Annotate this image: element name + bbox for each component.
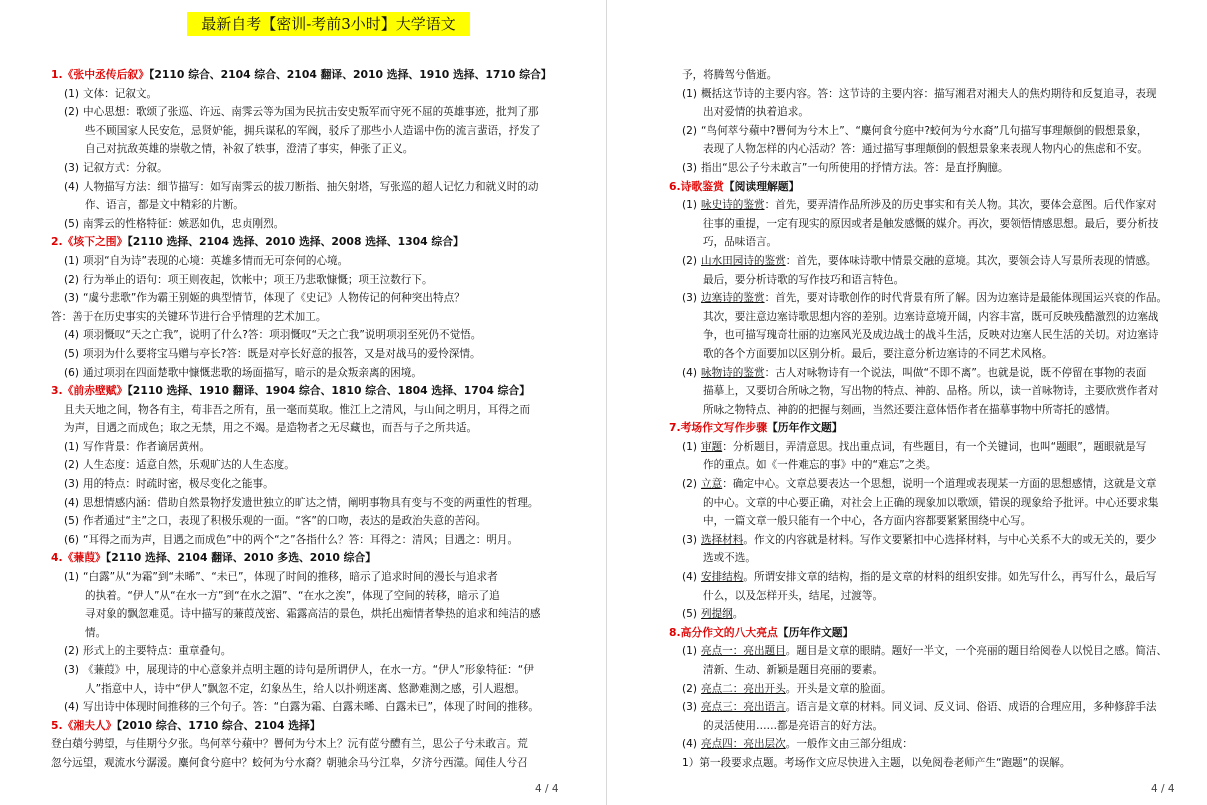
line-text: 作者通过“主”之口，表现了积极乐观的一面。“客”的口吻，表达的是政治失意的苦闷。: [83, 515, 487, 528]
section-heading: [669, 624, 1181, 643]
item-number: (1): [682, 87, 698, 100]
line-text: 思想情感内涵：借助自然景物抒发遗世独立的旷达之情，阐明事物具有变与不变的两重性的哲理。: [83, 496, 539, 509]
line-text: “鸟何萃兮蘋中?罾何为兮木上”、“麋何食兮庭中?蛟何为兮水裔”几句描写事理颠倒的假想景象，: [701, 124, 1148, 137]
line-text: ：首先，要对诗歌创作的时代背景有所了解。因为边塞诗是最能体现国运兴衰的作品。: [764, 292, 1168, 305]
item-number: (1): [64, 254, 80, 267]
list-item: [51, 289, 561, 308]
item-number: (2): [64, 106, 80, 119]
item-number: (2): [64, 459, 80, 472]
section-tags: 【2010 综合、1710 综合、2104 选择】: [116, 718, 321, 732]
list-item: [51, 271, 561, 290]
line-text: 1）第一段要求点题。考场作文应尽快进入主题，以免阅卷老师产生“跑题”的误解。: [682, 756, 1071, 769]
item-number: (3): [64, 161, 80, 174]
section-title: 5.《湘夫人》: [51, 718, 117, 732]
item-number: (4): [64, 701, 80, 714]
underlined-term: 亮点二：亮出开头: [701, 682, 786, 695]
item-number: (5): [682, 608, 698, 621]
continuation-line: [669, 140, 1181, 159]
item-number: (2): [682, 682, 698, 695]
line-text: 其次，要注意边塞诗歌思想内容的差别。边塞诗意境开阔，内容丰富，既可反映残酷激烈的边塞战: [703, 310, 1159, 323]
line-text: 。语言是文章的材料。同义词、反义词、俗语、成语的合理应用，多种修辞手法: [785, 701, 1157, 714]
list-item: [669, 531, 1181, 550]
item-number: (4): [64, 496, 80, 509]
line-text: 写作背景：作者谪居黄州。: [83, 440, 211, 453]
section-tags: 【2110 选择、2104 翻译、2010 多选、2010 综合】: [105, 551, 377, 565]
line-text: 人”指意中人，诗中“伊人”飘忽不定，幻象丛生，给人以扑朔迷离、悠渺难测之感，引人遐想。: [85, 682, 526, 695]
line-text: 作的重点。如《一件难忘的事》中的“难忘”之类。: [703, 459, 937, 472]
continuation-line: [669, 215, 1181, 234]
line-text: “虞兮悲歌”作为霸王别姬的典型情节，体现了《史记》人物传记的何种突出特点？: [83, 292, 465, 305]
section-title: 2.《垓下之围》: [51, 235, 128, 249]
left-page-content: [51, 66, 561, 773]
line-text: 歌的各个方面要加以区别分析。最后，要注意分析边塞诗的不同艺术风格。: [703, 347, 1053, 360]
underlined-term: 咏物诗的鉴赏: [701, 366, 765, 379]
line-text: 所咏之物特点、神韵的把握与刻画，当然还要注意体悟作者在描摹事物中所寄托的感情。: [703, 403, 1117, 416]
list-item: [669, 568, 1181, 587]
underlined-term: 选择材料: [701, 533, 744, 546]
list-item: [669, 698, 1181, 717]
list-item: [669, 642, 1181, 661]
section-title: 3.《前赤壁赋》: [51, 384, 128, 398]
passage-line: [51, 754, 561, 773]
item-number: (4): [682, 738, 698, 751]
continuation-line: [669, 456, 1181, 475]
item-number: (1): [64, 87, 80, 100]
line-text: 文体：记叙文。: [83, 87, 158, 100]
section-tags: 【2110 选择、2104 选择、2010 选择、2008 选择、1304 综合】: [127, 235, 464, 249]
continuation-line: [669, 103, 1181, 122]
line-text: 。一般作文由三部分组成：: [785, 738, 913, 751]
underlined-term: 审题: [701, 440, 723, 453]
line-text: 巧，品味语言。: [703, 236, 778, 249]
line-text: 描摹上，又要切合所咏之物，写出物的特点、神韵、品格。所以，读一首咏物诗，主要欣赏作者对: [703, 385, 1159, 398]
section-heading: [51, 717, 561, 736]
item-number: (3): [64, 664, 80, 676]
underlined-term: 山水田园诗的鉴赏: [701, 254, 786, 267]
underlined-term: 亮点一：亮出题目: [701, 645, 786, 658]
underlined-term: 列提纲: [701, 608, 733, 621]
underlined-term: 安排结构: [701, 571, 744, 584]
line-text: 作、语言，都是文中精彩的片断。: [85, 199, 244, 212]
item-number: (4): [682, 366, 698, 379]
line-text: 项羽慨叹“天之亡我”，说明了什么?答：项羽慨叹“天之亡我”说明项羽至死仍不觉悟。: [83, 329, 482, 342]
line-text: 答：善于在历史事实的关键环节进行合乎情理的艺术加工。: [51, 310, 327, 323]
quoted-passage-line: [51, 419, 561, 438]
item-number: (1): [682, 645, 698, 658]
line-text: 《蒹葭》中，展现诗的中心意象并点明主题的诗句是所谓伊人，在水一方。“伊人”形象特征：“伊: [83, 664, 534, 676]
list-item: [51, 456, 561, 475]
item-number: (1): [64, 440, 80, 453]
continuation-line: [669, 326, 1181, 345]
section-heading: [51, 66, 561, 85]
line-text: 且夫天地之间，物各有主，苟非吾之所有，虽一毫而莫取。惟江上之清风，与山间之明月，耳得之而: [64, 403, 531, 416]
section-heading: [51, 233, 561, 252]
line-text: ：分析题目，弄清意思。找出重点词，有些题目，有一个关键词，也叫“题眼”，题眼就是写: [722, 440, 1147, 453]
line-text: 。作文的内容就是材料。写作文要紧扣中心选择材料，与中心关系不大的或无关的，要少: [743, 533, 1157, 546]
line-text: 。: [732, 608, 744, 621]
underlined-term: 亮点三：亮出语言: [701, 701, 786, 714]
passage-line: [51, 308, 561, 327]
section-title: 8.高分作文的八大亮点: [669, 625, 778, 639]
passage-line: [51, 735, 561, 754]
right-page-number: 4 / 4: [1151, 783, 1175, 795]
list-item: [669, 735, 1181, 754]
continuation-line: [669, 661, 1181, 680]
list-item: [51, 345, 561, 364]
line-text: 指出“思公子兮未敢言”一句所使用的抒情方法。答：是直抒胸臆。: [701, 161, 1009, 174]
line-text: 记叙方式：分叙。: [83, 161, 168, 174]
item-number: (5): [64, 217, 80, 230]
continuation-line: [669, 512, 1181, 531]
line-text: ：古人对咏物诗有一个说法，叫做“不即不离”。也就是说，既不停留在事物的表面: [764, 366, 1147, 379]
continuation-line: [669, 308, 1181, 327]
line-text: 写出诗中体现时间推移的三个句子。答：“白露为霜、白露未晞、白露未已”，体现了时间的推移。: [83, 701, 539, 714]
line-text: ：首先，要体味诗歌中情景交融的意境。其次，要领会诗人写景所表现的情感。: [785, 254, 1157, 267]
list-item: [669, 475, 1181, 494]
line-text: 人物描写方法：细节描写：如写南霁云的拔刀断指、抽矢射塔，写张巡的超人记忆力和就义时的动: [83, 180, 539, 193]
line-text: 形式上的主要特点：重章叠句。: [83, 645, 232, 658]
list-item: [669, 605, 1181, 624]
list-item: [669, 438, 1181, 457]
list-item: [51, 252, 561, 271]
continuation-line: [669, 382, 1181, 401]
list-item: [51, 531, 561, 550]
line-text: 。题目是文章的眼睛。题好一半文，一个亮丽的题目给阅卷人以悦目之感。简洁、: [785, 645, 1168, 658]
list-item: [669, 289, 1181, 308]
line-text: 为声，目遇之而成色；取之无禁，用之不竭。是造物者之无尽藏也，而吾与子之所共适。: [64, 422, 478, 435]
line-text: 人生态度：适意自然，乐观旷达的人生态度。: [83, 459, 295, 472]
line-text: 什么，以及怎样开头，结尾，过渡等。: [703, 589, 884, 602]
line-text: ：确定中心。文章总要表达一个思想，说明一个道理或表现某一方面的思想感情，这就是文章: [722, 478, 1157, 491]
line-text: 中心思想：歌颂了张巡、许远、南霁云等为国为民抗击安史叛军而守死不屈的英雄事迹，批判了那: [83, 106, 539, 119]
item-number: (3): [64, 478, 80, 491]
list-item: [51, 85, 561, 104]
document-title: 最新自考【密训-考前3小时】大学语文: [187, 12, 470, 36]
quoted-passage-line: [51, 401, 561, 420]
item-number: (2): [682, 124, 698, 137]
sub-item-line: [669, 754, 1181, 773]
line-text: 的中心。文章的中心要正确，对社会上正确的现象加以歌颂，错误的现象给予批评。中心还要求集: [703, 496, 1159, 509]
continuation-line: [51, 122, 561, 141]
line-text: 争，也可描写瑰奇壮丽的边塞风光及成边战士的战斗生活，反映对边塞人民生活的关切。对边塞诗: [703, 329, 1159, 342]
list-item: [51, 642, 561, 661]
section-tags: 【阅读理解题】: [723, 179, 800, 193]
line-text: 选或不选。: [703, 552, 756, 565]
list-item: [51, 698, 561, 717]
line-text: 些不顾国家人民安危，忌贤妒能，拥兵谋私的军阀，驳斥了那些小人造谣中伤的流言蜚语，抒发了: [85, 124, 541, 137]
continuation-line: [51, 196, 561, 215]
item-number: (3): [682, 161, 698, 174]
list-item: [669, 122, 1181, 141]
continuation-line: [51, 624, 561, 643]
list-item: [51, 568, 561, 587]
section-tags: 【历年作文题】: [777, 625, 854, 639]
continuation-line: [669, 717, 1181, 736]
list-item: [51, 215, 561, 234]
list-item: [669, 364, 1181, 383]
right-page: [607, 0, 1207, 805]
item-number: (2): [64, 273, 80, 286]
list-item: [51, 475, 561, 494]
list-item: [51, 103, 561, 122]
section-heading: [669, 178, 1181, 197]
line-text: 项羽为什么要将宝马赠与亭长?答：既是对亭长好意的报答，又是对战马的爱怜深情。: [83, 347, 481, 360]
list-item: [51, 159, 561, 178]
line-text: 登白薠兮骋望，与佳期兮夕张。鸟何萃兮蘋中？罾何为兮木上？沅有茝兮醴有兰，思公子兮未敢言。荒: [51, 738, 528, 751]
section-heading: [51, 549, 561, 568]
list-item: [51, 494, 561, 513]
section-title: 4.《蒹葭》: [51, 551, 106, 565]
underlined-term: 亮点四：亮出层次: [701, 738, 786, 751]
line-text: 概括这节诗的主要内容。答：这节诗的主要内容：描写湘君对湘夫人的焦灼期待和反复追寻，表现: [701, 87, 1157, 100]
list-item: [669, 196, 1181, 215]
section-tags: 【2110 综合、2104 综合、2104 翻译、2010 选择、1910 选择、1710 综合】: [149, 68, 552, 81]
line-text: 情。: [85, 626, 107, 639]
continuation-line: [669, 587, 1181, 606]
section-heading: [669, 419, 1181, 438]
line-text: 。所谓安排文章的结构，指的是文章的材料的组织安排。如先写什么，再写什么，最后写: [743, 571, 1157, 584]
list-item: [51, 438, 561, 457]
right-page-content: [669, 66, 1181, 773]
item-number: (3): [682, 533, 698, 546]
underlined-term: 咏史诗的鉴赏: [701, 199, 765, 212]
list-item: [669, 159, 1181, 178]
list-item: [51, 661, 561, 680]
item-number: (5): [64, 515, 80, 528]
line-text: 清新、生动、新颖是题目亮丽的要素。: [703, 664, 884, 676]
line-text: 往事的重提，一定有现实的原因或者是触发感慨的媒介。再次，要领悟情感思想。最后，要分析技: [703, 217, 1159, 230]
item-number: (2): [682, 478, 698, 491]
line-text: 寻对象的飘忽难觅。诗中描写的蒹葭茂密、霜露高洁的景色，烘托出痴情者挚热的追求和纯洁的感: [85, 608, 541, 621]
continuation-line: [669, 345, 1181, 364]
continuation-line: [669, 233, 1181, 252]
line-text: 予，将腾驾兮偕逝。: [682, 69, 778, 81]
continuation-line: [51, 605, 561, 624]
underlined-term: 立意: [701, 478, 723, 491]
section-title: 7.考场作文写作步骤: [669, 421, 767, 435]
underlined-term: 边塞诗的鉴赏: [701, 292, 765, 305]
line-text: 表现了人物怎样的内心活动？答：通过描写事理颠倒的假想景象来表现人物内心的焦虑和不安。: [703, 143, 1148, 156]
section-heading: [51, 382, 561, 401]
continuation-line: [669, 271, 1181, 290]
line-text: 用的特点：时疏时密，极尽变化之能事。: [83, 478, 274, 491]
section-tags: 【2110 选择、1910 翻译、1904 综合、1810 综合、1804 选择、1704 综合】: [127, 384, 530, 398]
line-text: 项羽“自为诗”表现的心境：英雄多情而无可奈何的心境。: [83, 254, 349, 267]
line-text: “耳得之而为声，目遇之而成色”中的两个“之”各指什么？答：耳得之：清风；目遇之：明月。: [83, 533, 519, 546]
item-number: (4): [64, 329, 80, 342]
section-title: 1.《张中丞传后叙》: [51, 68, 149, 81]
line-text: 中，一篇文章一般只能有一个中心，各方面内容都要紧紧围绕中心写。: [703, 515, 1032, 528]
continuation-line: [669, 549, 1181, 568]
line-text: 自己对抗敌英雄的崇敬之情，补叙了轶事，澄清了事实，伸张了正义。: [85, 143, 414, 156]
item-number: (4): [682, 571, 698, 584]
item-number: (3): [682, 292, 698, 305]
line-text: 行为举止的语句：项王则夜起，饮帐中；项王乃悲歌慷慨；项王泣数行下。: [83, 273, 433, 286]
line-text: 出对爱情的执着追求。: [703, 106, 809, 119]
item-number: (1): [682, 440, 698, 453]
list-item: [669, 680, 1181, 699]
continuation-line: [669, 494, 1181, 513]
list-item: [51, 326, 561, 345]
line-text: 最后，要分析诗歌的写作技巧和语言特色。: [703, 273, 905, 286]
item-number: (3): [682, 701, 698, 714]
line-text: ：首先，要弄清作品所涉及的历史事实和有关人物。其次，要体会意图。后代作家对: [764, 199, 1157, 212]
continuation-line: [669, 401, 1181, 420]
line-text: 。开头是文章的脸面。: [785, 682, 892, 695]
list-item: [669, 85, 1181, 104]
continuation-line: [51, 680, 561, 699]
line-text: 忽兮远望，观流水兮潺湲。麋何食兮庭中？蛟何为兮水裔？朝驰余马兮江皋，夕济兮西澨。闻佳人兮召: [51, 756, 528, 769]
section-tags: 【历年作文题】: [767, 421, 843, 435]
item-number: (6): [64, 366, 80, 379]
item-number: (5): [64, 347, 80, 360]
item-number: (2): [682, 254, 698, 267]
list-item: [51, 364, 561, 383]
line-text: 通过项羽在四面楚歌中慷慨悲歌的场面描写，暗示的是众叛亲离的困境。: [83, 366, 422, 379]
item-number: (4): [64, 180, 80, 193]
line-text: 的灵活使用……都是亮语言的好方法。: [703, 719, 884, 732]
quoted-passage-line: [669, 66, 1181, 85]
item-number: (1): [682, 199, 698, 212]
item-number: (3): [64, 292, 80, 305]
item-number: (6): [64, 533, 80, 546]
line-text: 的执着。“伊人”从“在水一方”到“在水之湄”、“在水之涘”，体现了空间的转移，暗示了追: [85, 589, 500, 602]
item-number: (1): [64, 571, 80, 584]
line-text: “白露”从“为霜”到“未晞”、“未已”，体现了时间的推移，暗示了追求时间的漫长与追求者: [83, 571, 498, 584]
line-text: 南霁云的性格特征：嫉恶如仇，忠贞刚烈。: [83, 217, 285, 230]
continuation-line: [51, 587, 561, 606]
left-page-number: 4 / 4: [535, 783, 559, 795]
list-item: [51, 512, 561, 531]
list-item: [51, 178, 561, 197]
item-number: (2): [64, 645, 80, 658]
list-item: [669, 252, 1181, 271]
section-title: 6.诗歌鉴赏: [669, 179, 724, 193]
continuation-line: [51, 140, 561, 159]
